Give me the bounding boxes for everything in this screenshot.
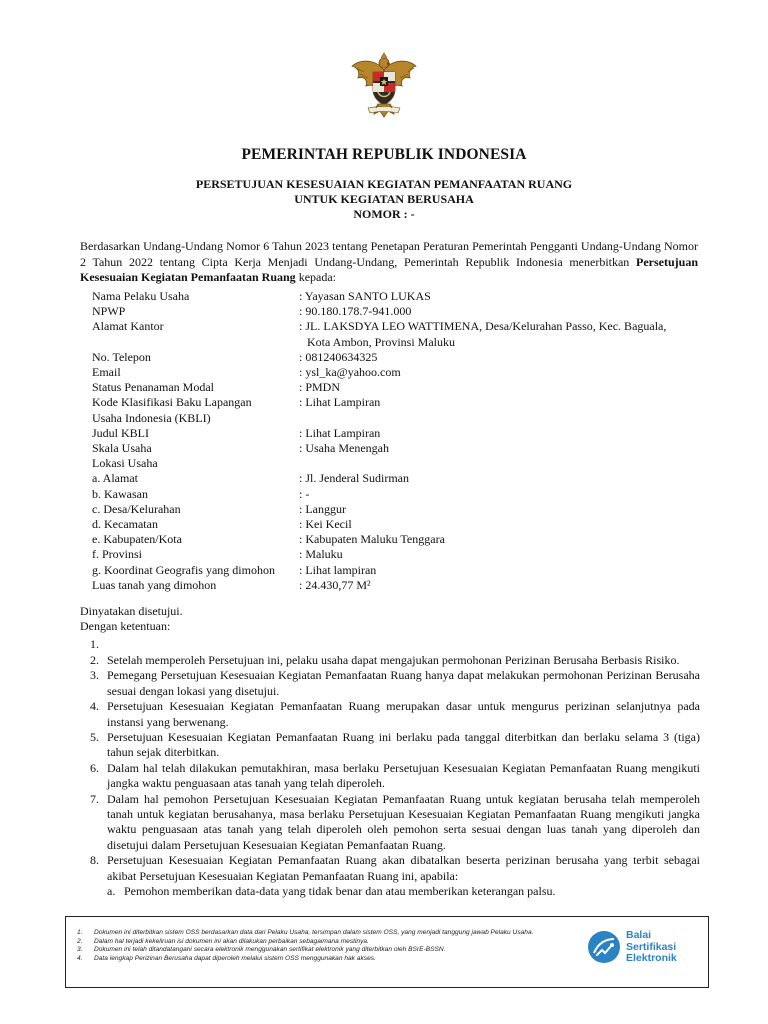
condition-item bbox=[80, 730, 700, 760]
field-row-kawasan bbox=[92, 487, 712, 502]
field-value: : Lihat lampiran bbox=[299, 562, 377, 577]
footer-notes-box bbox=[65, 916, 709, 988]
condition-item bbox=[80, 653, 700, 668]
field-label: Alamat Kantor bbox=[92, 319, 164, 334]
condition-text-main: Persetujuan Kesesuaian Kegiatan Pemanfaatan Ruang akan dibatalkan beserta perizinan berusaha yang terbit sebagai akibat Persetujuan Kesesuaian Kegiatan Pemanfaatan Ruang ini, apabila: bbox=[107, 853, 700, 883]
condition-number: 2. bbox=[90, 652, 99, 667]
field-value: : 081240634325 bbox=[299, 349, 378, 364]
field-label-line: Kode Klasifikasi Baku Lapangan bbox=[92, 395, 252, 410]
condition-text: Persetujuan Kesesuaian Kegiatan Pemanfaatan Ruang ini berlaku pada tanggal diterbitkan dan berlaku selama 3 (tiga) tahun sejak diterbitkan. bbox=[107, 730, 700, 760]
field-label: NPWP bbox=[92, 304, 126, 319]
field-value: : Usaha Menengah bbox=[299, 441, 389, 456]
bsre-logo-text bbox=[626, 930, 677, 965]
field-label: No. Telepon bbox=[92, 349, 151, 364]
field-value: : Jl. Jenderal Sudirman bbox=[299, 471, 409, 486]
condition-subitem bbox=[107, 884, 700, 899]
field-row-status bbox=[92, 380, 712, 395]
condition-number: 5. bbox=[90, 730, 99, 745]
field-label: Judul KBLI bbox=[92, 425, 149, 440]
field-value: : Langgur bbox=[299, 501, 346, 516]
field-row-skala bbox=[92, 441, 712, 456]
field-row-npwp bbox=[92, 304, 712, 319]
footer-note-number: 2. bbox=[77, 937, 83, 945]
condition-text: Persetujuan Kesesuaian Kegiatan Pemanfaatan Ruang merupakan dasar untuk mengurus perizinan selanjutnya pada instansi yang berwenang. bbox=[107, 699, 700, 729]
approved-text: Dinyatakan disetujui. bbox=[80, 604, 183, 618]
field-row-nama bbox=[92, 289, 712, 304]
condition-number: 7. bbox=[90, 792, 99, 807]
condition-text bbox=[107, 853, 700, 899]
approval-statement bbox=[80, 604, 700, 635]
field-label: a. Alamat bbox=[92, 471, 138, 486]
condition-item bbox=[80, 668, 700, 698]
footer-note bbox=[77, 955, 573, 964]
field-label: e. Kabupaten/Kota bbox=[92, 532, 182, 547]
logo-line-3: Elektronik bbox=[626, 952, 677, 964]
logo-line-2: Sertifikasi bbox=[626, 940, 677, 953]
field-label: Lokasi Usaha bbox=[92, 456, 158, 471]
footer-note bbox=[77, 946, 573, 955]
condition-number: 4. bbox=[90, 699, 99, 714]
field-row-desa bbox=[92, 502, 712, 517]
garuda-emblem-icon bbox=[348, 50, 420, 122]
government-heading: PEMERINTAH REPUBLIK INDONESIA bbox=[241, 146, 527, 163]
condition-text: Dalam hal telah dilakukan pemutakhiran, masa berlaku Persetujuan Kesesuaian Kegiatan Pemanfaatan Ruang mengikuti jangka waktu penguasaan atas tanah yang telah diperoleh. bbox=[107, 761, 700, 791]
field-label: Skala Usaha bbox=[92, 441, 152, 456]
conditions-heading: Dengan ketentuan: bbox=[80, 619, 171, 634]
field-label: b. Kawasan bbox=[92, 486, 148, 501]
field-row-telepon bbox=[92, 350, 712, 365]
field-value: : 24.430,77 M² bbox=[299, 577, 371, 592]
field-label bbox=[92, 395, 299, 425]
footer-note-number: 1. bbox=[77, 929, 83, 936]
title-line-1: PERSETUJUAN KESESUAIAN KEGIATAN PEMANFAATAN RUANG bbox=[195, 177, 573, 191]
conditions-list bbox=[80, 637, 700, 899]
condition-number: 8. bbox=[90, 853, 99, 868]
condition-item bbox=[80, 699, 700, 729]
intro-paragraph bbox=[80, 239, 698, 286]
condition-text bbox=[107, 637, 700, 652]
field-label: Status Penanaman Modal bbox=[92, 380, 214, 395]
condition-text: Pemegang Persetujuan Kesesuaian Kegiatan Pemanfaatan Ruang hanya dapat melakukan permohonan Perizinan Berusaha sesuai dengan lokasi yang disetujui. bbox=[107, 668, 700, 698]
field-row-alamat bbox=[92, 471, 712, 486]
field-label: c. Desa/Kelurahan bbox=[92, 501, 181, 516]
intro-bold-text: Persetujuan Kesesuaian Kegiatan Pemanfaatan Ruang bbox=[80, 254, 698, 285]
field-value: : PMDN bbox=[299, 380, 341, 395]
condition-number: 6. bbox=[90, 761, 99, 776]
condition-item bbox=[80, 853, 700, 899]
subitem-letter: a. bbox=[107, 883, 116, 898]
field-value: : Lihat Lampiran bbox=[299, 425, 381, 440]
footer-note-number: 4. bbox=[77, 955, 83, 963]
bsre-logo-icon bbox=[586, 929, 622, 965]
field-row-kabupaten bbox=[92, 532, 712, 547]
footer-note-text: Dalam hal terjadi kekeliruan isi dokumen ini akan dilakukan perbaikan sebagaimana mestinya. bbox=[94, 937, 369, 945]
field-value: : 90.180.178.7-941.000 bbox=[299, 304, 412, 319]
footer-note-number: 3. bbox=[77, 946, 83, 954]
field-row-kbli bbox=[92, 395, 712, 425]
field-label: g. Koordinat Geografis yang dimohon bbox=[92, 562, 275, 577]
document-title bbox=[0, 177, 768, 222]
field-row-luas bbox=[92, 578, 712, 593]
field-value-line: : JL. LAKSDYA LEO WATTIMENA, Desa/Kelurahan Passo, Kec. Baguala, bbox=[299, 319, 667, 334]
footer-note-text: Dokumen ini telah ditandatangani secara elektronik menggunakan sertifikat elektronik yang diterbitkan oleh BSrE-BSSN. bbox=[94, 946, 446, 954]
subitem-text: Pemohon memberikan data-data yang tidak benar dan atau memberikan keterangan palsu. bbox=[124, 883, 556, 898]
footer-note bbox=[77, 929, 573, 938]
condition-item bbox=[80, 761, 700, 791]
field-value: : Kabupaten Maluku Tenggara bbox=[299, 532, 445, 547]
condition-item bbox=[80, 792, 700, 853]
field-label-line: Usaha Indonesia (KBLI) bbox=[92, 410, 211, 425]
field-row-alamat-kantor bbox=[92, 319, 712, 349]
condition-text: Dalam hal pemohon Persetujuan Kesesuaian Kegiatan Pemanfaatan Ruang untuk kegiatan berusaha telah memperoleh tanah untuk kegiatan berusahanya, masa berlaku Persetujuan Kesesuaian Kegiatan Pemanfaatan Ruang mengikuti jangka waktu penguasaan atas tanah yang telah diperoleh oleh pemohon serta sesuai dengan luas tanah yang diperoleh dan disetujui dalam Persetujuan Kesesuaian Kegiatan Pemanfaatan Ruang. bbox=[107, 792, 700, 852]
field-value: : Kei Kecil bbox=[299, 517, 352, 532]
intro-text: Berdasarkan Undang-Undang Nomor 6 Tahun 2023 tentang Penetapan Peraturan Pemerintah Pengganti Undang-Undang Nomor 2 Tahun 2022 tentang Cipta Kerja Menjadi Undang-Undang, Pemerintah Republik Indonesia menerbitkan bbox=[80, 239, 698, 269]
document-number: NOMOR : - bbox=[353, 207, 415, 221]
title-line-2: UNTUK KEGIATAN BERUSAHA bbox=[294, 192, 474, 206]
field-row-email bbox=[92, 365, 712, 380]
condition-text: Setelah memperoleh Persetujuan ini, pelaku usaha dapat mengajukan permohonan Perizinan Berusaha Berbasis Risiko. bbox=[107, 652, 680, 667]
condition-number: 3. bbox=[90, 668, 99, 683]
field-value: : ysl_ka@yahoo.com bbox=[299, 365, 401, 380]
footer-note bbox=[77, 938, 573, 947]
intro-suffix: kepada: bbox=[295, 270, 336, 285]
field-row-koordinat bbox=[92, 563, 712, 578]
field-value: : Yayasan SANTO LUKAS bbox=[299, 289, 431, 303]
footer-note-text: Dokumen ini diterbitkan sistem OSS berdasarkan data dari Pelaku Usaha, tersimpan dalam sistem OSS, yang menjadi tanggung jawab Pelaku Usaha. bbox=[94, 929, 534, 936]
field-row-kecamatan bbox=[92, 517, 712, 532]
field-row-provinsi bbox=[92, 547, 712, 562]
field-value: : - bbox=[299, 486, 310, 501]
field-value: : Lihat Lampiran bbox=[299, 395, 381, 410]
footer-notes bbox=[77, 929, 573, 964]
condition-number: 1. bbox=[90, 637, 99, 651]
footer-note-text: Data lengkap Perizinan Berusaha dapat diperoleh melalui sistem OSS menggunakan hak akses. bbox=[94, 955, 376, 963]
field-label: Email bbox=[92, 365, 121, 380]
field-row-lokasi bbox=[92, 456, 712, 471]
field-label: f. Provinsi bbox=[92, 547, 143, 562]
field-row-judul-kbli bbox=[92, 426, 712, 441]
condition-item bbox=[80, 637, 700, 652]
business-details bbox=[92, 289, 712, 593]
field-value bbox=[299, 319, 712, 349]
field-label: Luas tanah yang dimohon bbox=[92, 577, 217, 592]
logo-line-1: Balai bbox=[626, 929, 652, 941]
field-value-line: Kota Ambon, Provinsi Maluku bbox=[307, 334, 456, 349]
field-label: d. Kecamatan bbox=[92, 517, 158, 532]
field-value bbox=[299, 456, 712, 471]
field-value: : Maluku bbox=[299, 547, 343, 562]
field-label: Nama Pelaku Usaha bbox=[92, 289, 190, 303]
